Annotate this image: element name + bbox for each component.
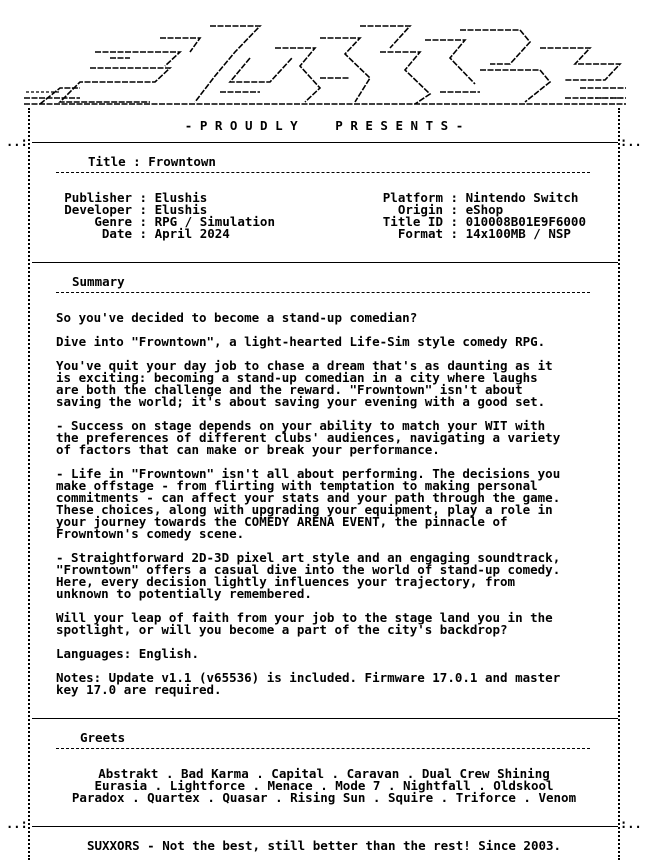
format-row: Format : 14x100MB / NSP xyxy=(368,228,571,240)
titleid-label: Title ID xyxy=(382,214,443,229)
publisher-row: Publisher : Elushis xyxy=(56,192,207,204)
titleid-row: Title ID : 010008B01E9F6000 xyxy=(368,216,586,228)
summary-paragraph-7: Will your leap of faith from your job to the stage land you in the spotlight, or will you become a part of the city's backdrop? xyxy=(56,610,553,637)
footer-tagline: SUXXORS - Not the best, still better than the rest! Since 2003. xyxy=(86,838,562,853)
greets-underline xyxy=(56,748,590,749)
frame-divider-4 xyxy=(32,826,618,827)
developer-value: Elushis xyxy=(154,202,208,217)
summary-paragraph-1: So you've decided to become a stand-up comedian? xyxy=(56,310,418,325)
developer-row: Developer : Elushis xyxy=(56,204,207,216)
platform-value: Nintendo Switch xyxy=(465,190,579,205)
frame-right-border xyxy=(618,108,620,860)
origin-label: Origin xyxy=(397,202,443,217)
date-value: April 2024 xyxy=(154,226,230,241)
greets-line-1: Abstrakt . Bad Karma . Capital . Caravan . Dual Crew Shining xyxy=(98,766,550,781)
publisher-label: Publisher xyxy=(64,190,132,205)
date-label: Date xyxy=(101,226,132,241)
frame-right-dots-bottom: :.. xyxy=(620,817,642,831)
frame-left-border xyxy=(28,108,30,860)
developer-label: Developer xyxy=(64,202,132,217)
platform-row: Platform : Nintendo Switch xyxy=(368,192,578,204)
origin-row: Origin : eShop xyxy=(368,204,503,216)
genre-label: Genre xyxy=(94,214,132,229)
greets-line-3: Paradox . Quartex . Quasar . Rising Sun . Squire . Triforce . Venom xyxy=(71,790,577,805)
summary-paragraph-5: - Life in "Frowntown" isn't all about performing. The decisions you make offstage - from flirting with temptation to making personal commitments - can affect your stats and your path through the game. These choices, along with upgrading your equipment, play a role in your journey towards the COMEDY ARENA EVENT, the pinnacle of Frowntown's comedy scene. xyxy=(56,466,561,541)
title-value: Frowntown xyxy=(148,154,216,169)
frame-left-dots-top: ..: xyxy=(6,135,28,149)
genre-row: Genre : RPG / Simulation xyxy=(56,216,275,228)
greets-heading: Greets xyxy=(80,730,126,745)
title-separator: : xyxy=(125,154,149,169)
languages-line: Languages: English. xyxy=(56,646,199,661)
platform-label: Platform xyxy=(382,190,443,205)
frame-left-dots-bottom: ..: xyxy=(6,817,28,831)
suxxors-ascii-logo xyxy=(20,18,630,108)
notes-paragraph: Notes: Update v1.1 (v65536) is included. Firmware 17.0.1 and master key 17.0 are required. xyxy=(56,670,561,697)
summary-paragraph-3: You've quit your day job to chase a dream that's as daunting as it is exciting: becoming a stand-up comedian in a city where laughs are both the challenge and the reward. "Frowntown" isn't about saving the world; it's about saving your evening with a good set. xyxy=(56,358,553,409)
frame-divider-2 xyxy=(32,262,618,263)
date-row: Date : April 2024 xyxy=(56,228,230,240)
summary-paragraph-6: - Straightforward 2D-3D pixel art style and an engaging soundtrack, "Frowntown" offers a casual dive into the world of stand-up comedy. Here, every decision lightly influences your trajectory, from unknown to potentially remembered. xyxy=(56,550,561,601)
frame-divider-3 xyxy=(32,718,618,719)
title-underline xyxy=(56,172,590,173)
summary-paragraph-2: Dive into "Frowntown", a light-hearted Life-Sim style comedy RPG. xyxy=(56,334,546,349)
summary-underline xyxy=(56,292,590,293)
format-value: 14x100MB / NSP xyxy=(465,226,571,241)
genre-value: RPG / Simulation xyxy=(154,214,275,229)
frame-right-dots-top: :.. xyxy=(620,135,642,149)
title-label: Title xyxy=(88,154,126,169)
presents-banner: - P R O U D L Y P R E S E N T S - xyxy=(184,118,464,133)
frame-divider-1 xyxy=(32,142,618,143)
titleid-value: 010008B01E9F6000 xyxy=(465,214,586,229)
summary-heading: Summary xyxy=(72,274,125,289)
title-row xyxy=(88,156,216,168)
format-label: Format xyxy=(397,226,443,241)
summary-paragraph-4: - Success on stage depends on your ability to match your WIT with the preferences of different clubs' audiences, navigating a variety of factors that can make or break your performance. xyxy=(56,418,561,457)
origin-value: eShop xyxy=(465,202,504,217)
greets-line-2: Eurasia . Lightforce . Menace . Mode 7 . Nightfall . Oldskool xyxy=(94,778,554,793)
publisher-value: Elushis xyxy=(154,190,208,205)
